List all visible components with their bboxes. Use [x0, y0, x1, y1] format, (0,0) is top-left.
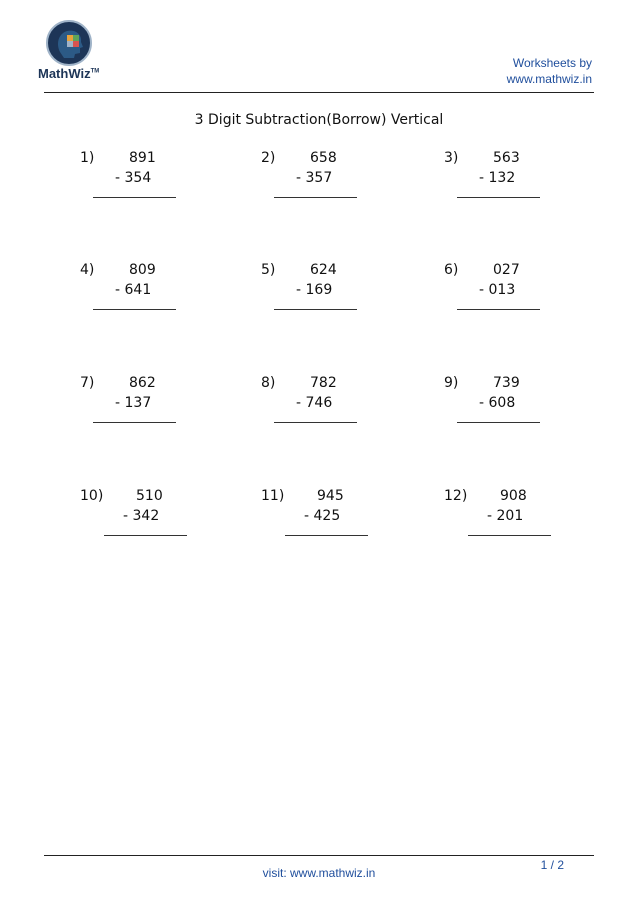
subtrahend: - 132 [479, 170, 516, 186]
footer-website[interactable]: visit: www.mathwiz.in [262, 866, 376, 880]
answer-line[interactable] [104, 535, 187, 536]
answer-line[interactable] [274, 309, 357, 310]
problem-1 [80, 148, 220, 204]
problem-10 [80, 486, 220, 542]
problem-number: 4) [80, 262, 95, 278]
subtrahend: - 608 [479, 395, 516, 411]
problem-number: 8) [261, 375, 276, 391]
problem-number: 5) [261, 262, 276, 278]
subtrahend: - 013 [479, 282, 516, 298]
footer-divider [44, 855, 594, 856]
problem-11 [261, 486, 401, 542]
header-divider [44, 92, 594, 93]
answer-line[interactable] [274, 422, 357, 423]
answer-line[interactable] [93, 422, 176, 423]
subtrahend: - 641 [115, 282, 152, 298]
problem-4 [80, 260, 220, 316]
minuend: 908 [500, 488, 527, 504]
problem-8 [261, 373, 401, 429]
problem-9 [444, 373, 584, 429]
problem-6 [444, 260, 584, 316]
subtrahend: - 169 [296, 282, 333, 298]
answer-line[interactable] [285, 535, 368, 536]
page-number: 1 / 2 [540, 858, 564, 872]
subtrahend: - 425 [304, 508, 341, 524]
minuend: 624 [310, 262, 337, 278]
problem-number: 1) [80, 150, 95, 166]
problem-number: 2) [261, 150, 276, 166]
answer-line[interactable] [468, 535, 551, 536]
minuend: 945 [317, 488, 344, 504]
problem-number: 11) [261, 488, 285, 504]
answer-line[interactable] [274, 197, 357, 198]
minuend: 563 [493, 150, 520, 166]
minuend: 658 [310, 150, 337, 166]
problem-number: 10) [80, 488, 104, 504]
subtrahend: - 201 [487, 508, 524, 524]
subtrahend: - 342 [123, 508, 160, 524]
subtrahend: - 354 [115, 170, 152, 186]
brand-name: MathWiz™ [38, 66, 100, 81]
minuend: 862 [129, 375, 156, 391]
problem-7 [80, 373, 220, 429]
subtrahend: - 746 [296, 395, 333, 411]
problem-2 [261, 148, 401, 204]
answer-line[interactable] [457, 309, 540, 310]
header-website[interactable]: www.mathwiz.in [506, 72, 592, 86]
answer-line[interactable] [457, 197, 540, 198]
problem-number: 7) [80, 375, 95, 391]
minuend: 739 [493, 375, 520, 391]
problem-number: 3) [444, 150, 459, 166]
problem-12 [444, 486, 584, 542]
head-puzzle-icon [46, 20, 92, 66]
mathwiz-logo [36, 18, 106, 82]
header-credit-line1: Worksheets by [512, 56, 592, 70]
worksheet-title: 3 Digit Subtraction(Borrow) Vertical [194, 112, 444, 128]
header-credit [507, 55, 592, 87]
answer-line[interactable] [93, 309, 176, 310]
minuend: 809 [129, 262, 156, 278]
minuend: 891 [129, 150, 156, 166]
minuend: 027 [493, 262, 520, 278]
problem-number: 9) [444, 375, 459, 391]
problem-5 [261, 260, 401, 316]
subtrahend: - 357 [296, 170, 333, 186]
minuend: 510 [136, 488, 163, 504]
answer-line[interactable] [457, 422, 540, 423]
answer-line[interactable] [93, 197, 176, 198]
problem-number: 12) [444, 488, 468, 504]
problem-number: 6) [444, 262, 459, 278]
problem-3 [444, 148, 584, 204]
subtrahend: - 137 [115, 395, 152, 411]
minuend: 782 [310, 375, 337, 391]
